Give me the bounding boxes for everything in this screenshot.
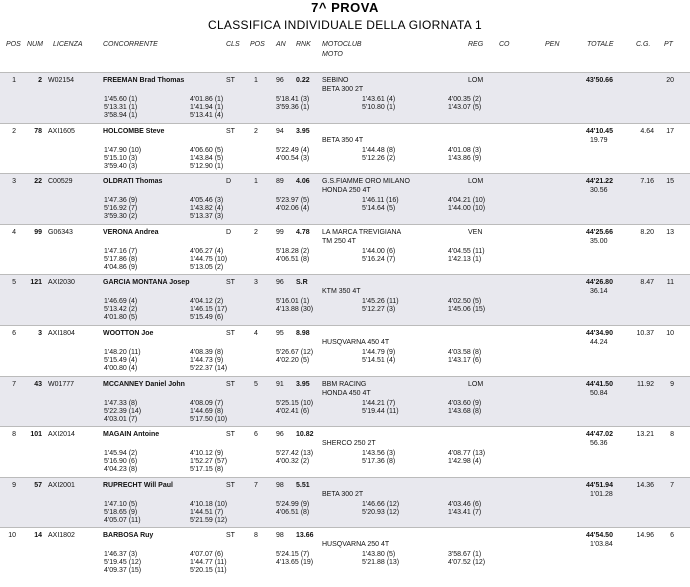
special-test-time: 4'00.32 (2): [276, 458, 310, 465]
points: 17: [666, 128, 674, 135]
special-test-time: 4'06.51 (8): [276, 509, 310, 516]
motoclub: LA MARCA TREVIGIANA: [322, 229, 402, 236]
special-test-time: 4'03.60 (9): [448, 400, 482, 407]
row-divider: [0, 527, 690, 528]
special-test-time: 1'44.79 (9): [362, 349, 396, 356]
special-test-time: 5'12.90 (1): [190, 163, 224, 170]
rider-position: 10: [8, 532, 16, 539]
class-position: 4: [254, 330, 258, 337]
rider-position: 3: [12, 178, 16, 185]
class-position: 2: [254, 229, 258, 236]
row-divider: [0, 426, 690, 427]
region: LOM: [468, 77, 484, 84]
rider-position: 5: [12, 279, 16, 286]
total-time: 44'34.90: [586, 330, 613, 337]
special-test-time: 4'07.52 (12): [448, 559, 486, 566]
championship-gap: 14.36: [636, 482, 654, 489]
special-test-time: 4'13.65 (19): [276, 559, 314, 566]
rider-class: ST: [226, 431, 235, 438]
rider-license: AXI2030: [48, 279, 75, 286]
special-test-time: 1'43.80 (5): [362, 551, 396, 558]
header-co: CO: [499, 41, 510, 48]
rider-license: AXI1804: [48, 330, 75, 337]
special-test-time: 3'59.36 (1): [276, 104, 310, 111]
rider-class: D: [226, 229, 232, 236]
special-test-time: 1'48.20 (11): [104, 349, 141, 356]
special-test-time: 5'20.93 (12): [362, 509, 400, 516]
special-test-time: 4'00.54 (3): [276, 155, 310, 162]
special-test-time: 5'19.44 (11): [362, 408, 399, 415]
special-test-time: 5'13.31 (1): [104, 104, 138, 111]
special-test-time: 5'14.51 (4): [362, 357, 396, 364]
special-test-time: 1'42.13 (1): [448, 256, 482, 263]
rider-name: GARCIA MONTANA Josep: [103, 279, 190, 286]
header-motoclub: MOTOCLUB: [322, 41, 362, 48]
ranking: 10.82: [296, 431, 314, 438]
rider-number: 57: [34, 482, 42, 489]
motoclub: SEBINO: [322, 77, 349, 84]
special-test-time: 1'45.60 (1): [104, 96, 138, 103]
special-test-time: 4'02.41 (6): [276, 408, 310, 415]
rider-name: VERONA Andrea: [103, 229, 159, 236]
result-row: [0, 426, 690, 477]
special-test-time: 4'08.09 (7): [190, 400, 224, 407]
special-test-time: 5'22.39 (14): [104, 408, 142, 415]
special-test-time: 5'24.99 (9): [276, 501, 310, 508]
special-test-time: 5'16.90 (6): [104, 458, 138, 465]
row-divider: [0, 274, 690, 275]
special-test-time: 1'47.16 (7): [104, 248, 138, 255]
special-test-time: 5'24.15 (7): [276, 551, 310, 558]
special-test-time: 4'04.23 (8): [104, 466, 138, 473]
result-row: [0, 173, 690, 224]
special-test-time: 1'44.77 (11): [190, 559, 227, 566]
special-test-time: 5'18.28 (2): [276, 248, 310, 255]
header-num: NUM: [27, 41, 43, 48]
special-test-time: 1'44.48 (8): [362, 147, 396, 154]
special-test-time: 5'18.65 (9): [104, 509, 138, 516]
birth-year: 95: [276, 330, 284, 337]
special-test-time: 4'06.60 (5): [190, 147, 224, 154]
special-test-time: 4'03.46 (6): [448, 501, 482, 508]
ranking: 3.95: [296, 128, 310, 135]
bike-model: HONDA 250 4T: [322, 187, 371, 194]
class-position: 8: [254, 532, 258, 539]
special-test-time: 1'43.17 (6): [448, 357, 482, 364]
special-test-time: 4'10.18 (10): [190, 501, 228, 508]
region: LOM: [468, 178, 484, 185]
rider-number: 43: [34, 381, 42, 388]
special-test-time: 1'47.10 (5): [104, 501, 138, 508]
special-test-time: 4'01.86 (1): [190, 96, 224, 103]
special-test-time: 3'58.94 (1): [104, 112, 138, 119]
result-row: [0, 477, 690, 528]
points: 13: [666, 229, 674, 236]
gap-to-leader: 19.79: [590, 137, 608, 144]
rider-name: WOOTTON Joe: [103, 330, 154, 337]
special-test-time: 1'46.11 (16): [362, 197, 399, 204]
header-moto: MOTO: [322, 51, 343, 58]
bike-model: BETA 350 4T: [322, 137, 364, 144]
special-test-time: 4'08.77 (13): [448, 450, 486, 457]
special-test-time: 5'17.50 (10): [190, 416, 228, 423]
special-test-time: 4'00.80 (4): [104, 365, 138, 372]
points: 10: [666, 330, 674, 337]
birth-year: 91: [276, 381, 284, 388]
birth-year: 98: [276, 532, 284, 539]
rider-class: D: [226, 178, 232, 185]
rider-position: 9: [12, 482, 16, 489]
rider-number: 3: [38, 330, 42, 337]
special-test-time: 1'42.98 (4): [448, 458, 482, 465]
championship-gap: 13.21: [636, 431, 654, 438]
bike-model: BETA 300 2T: [322, 491, 364, 498]
rider-number: 14: [34, 532, 42, 539]
header-totale: TOTALE: [587, 41, 614, 48]
special-test-time: 4'06.27 (4): [190, 248, 224, 255]
class-position: 3: [254, 279, 258, 286]
special-test-time: 4'05.07 (11): [104, 517, 141, 524]
total-time: 44'25.66: [586, 229, 613, 236]
points: 6: [670, 532, 674, 539]
special-test-time: 5'26.67 (12): [276, 349, 314, 356]
header-reg: REG: [468, 41, 484, 48]
championship-gap: 8.47: [640, 279, 654, 286]
special-test-time: 4'07.07 (6): [190, 551, 224, 558]
gap-to-leader: 30.56: [590, 187, 608, 194]
birth-year: 98: [276, 482, 284, 489]
special-test-time: 4'08.39 (8): [190, 349, 224, 356]
special-test-time: 5'17.15 (8): [190, 466, 224, 473]
special-test-time: 5'27.42 (13): [276, 450, 314, 457]
championship-gap: 7.16: [640, 178, 654, 185]
special-test-time: 5'17.36 (8): [362, 458, 396, 465]
rider-license: G06343: [48, 229, 73, 236]
class-position: 1: [254, 178, 258, 185]
ranking: S.R: [296, 279, 308, 286]
header-pos-class: POS: [250, 41, 265, 48]
rider-position: 8: [12, 431, 16, 438]
rider-number: 121: [30, 279, 42, 286]
rider-name: MCCANNEY Daniel John: [103, 381, 185, 388]
special-test-time: 4'02.50 (5): [448, 298, 482, 305]
row-divider: [0, 376, 690, 377]
special-test-time: 5'25.15 (10): [276, 400, 314, 407]
total-time: 44'10.45: [586, 128, 613, 135]
rider-license: AXI1802: [48, 532, 75, 539]
special-test-time: 5'16.92 (7): [104, 205, 138, 212]
result-row: [0, 123, 690, 174]
special-test-time: 4'04.12 (2): [190, 298, 224, 305]
special-test-time: 1'43.84 (5): [190, 155, 224, 162]
total-time: 43'50.66: [586, 77, 613, 84]
result-row: [0, 224, 690, 275]
birth-year: 99: [276, 229, 284, 236]
special-test-time: 4'04.21 (10): [448, 197, 486, 204]
row-divider: [0, 224, 690, 225]
special-test-time: 5'23.97 (5): [276, 197, 310, 204]
special-test-time: 5'15.49 (6): [190, 314, 224, 321]
total-time: 44'51.94: [586, 482, 613, 489]
birth-year: 96: [276, 431, 284, 438]
header-pen: PEN: [545, 41, 560, 48]
header-cls: CLS: [226, 41, 240, 48]
rider-class: ST: [226, 279, 235, 286]
championship-gap: 4.64: [640, 128, 654, 135]
ranking: 5.51: [296, 482, 310, 489]
special-test-time: 5'16.01 (1): [276, 298, 310, 305]
ranking: 4.06: [296, 178, 310, 185]
result-row: [0, 274, 690, 325]
header-licenza: LICENZA: [53, 41, 83, 48]
special-test-time: 4'06.51 (8): [276, 256, 310, 263]
row-divider: [0, 173, 690, 174]
rider-name: FREEMAN Brad Thomas: [103, 77, 185, 84]
special-test-time: 5'15.10 (3): [104, 155, 138, 162]
rider-class: ST: [226, 128, 235, 135]
gap-to-leader: 44.24: [590, 339, 608, 346]
special-test-time: 1'46.37 (3): [104, 551, 138, 558]
class-position: 7: [254, 482, 258, 489]
points: 9: [670, 381, 674, 388]
class-position: 5: [254, 381, 258, 388]
special-test-time: 4'05.46 (3): [190, 197, 224, 204]
rider-license: AXI2014: [48, 431, 75, 438]
points: 15: [666, 178, 674, 185]
special-test-time: 5'22.49 (4): [276, 147, 310, 154]
gap-to-leader: 35.00: [590, 238, 608, 245]
total-time: 44'26.80: [586, 279, 613, 286]
rider-position: 2: [12, 128, 16, 135]
rider-name: OLDRATI Thomas: [103, 178, 163, 185]
bike-model: TM 250 4T: [322, 238, 356, 245]
special-test-time: 5'13.37 (3): [190, 213, 224, 220]
rider-class: ST: [226, 532, 235, 539]
special-test-time: 1'46.66 (12): [362, 501, 400, 508]
gap-to-leader: 1'03.84: [590, 541, 613, 548]
total-time: 44'54.50: [586, 532, 613, 539]
class-position: 1: [254, 77, 258, 84]
rider-license: C00529: [48, 178, 73, 185]
header-rnk: RNK: [296, 41, 311, 48]
total-time: 44'47.02: [586, 431, 613, 438]
special-test-time: 5'15.49 (4): [104, 357, 138, 364]
bike-model: HUSQVARNA 250 4T: [322, 541, 390, 548]
rider-license: AXI2001: [48, 482, 75, 489]
special-test-time: 5'17.86 (8): [104, 256, 138, 263]
special-test-time: 1'44.00 (10): [448, 205, 486, 212]
rider-position: 1: [12, 77, 16, 84]
championship-gap: 8.20: [640, 229, 654, 236]
gap-to-leader: 1'01.28: [590, 491, 613, 498]
row-divider: [0, 325, 690, 326]
special-test-time: 4'01.80 (5): [104, 314, 138, 321]
special-test-time: 1'45.94 (2): [104, 450, 138, 457]
row-divider: [0, 123, 690, 124]
rider-number: 78: [34, 128, 42, 135]
special-test-time: 1'44.51 (7): [190, 509, 224, 516]
special-test-time: 4'02.06 (4): [276, 205, 310, 212]
gap-to-leader: 50.84: [590, 390, 608, 397]
class-position: 2: [254, 128, 258, 135]
special-test-time: 1'47.36 (9): [104, 197, 138, 204]
special-test-time: 1'43.86 (9): [448, 155, 482, 162]
rider-number: 2: [38, 77, 42, 84]
special-test-time: 1'45.26 (11): [362, 298, 399, 305]
rider-number: 22: [34, 178, 42, 185]
classification-subtitle: CLASSIFICA INDIVIDUALE DELLA GIORNATA 1: [207, 18, 482, 32]
points: 20: [666, 77, 674, 84]
special-test-time: 4'04.86 (9): [104, 264, 138, 271]
special-test-time: 5'14.64 (5): [362, 205, 396, 212]
special-test-time: 1'43.41 (7): [448, 509, 482, 516]
result-row: [0, 325, 690, 376]
special-test-time: 1'47.33 (8): [104, 400, 138, 407]
special-test-time: 1'46.69 (4): [104, 298, 138, 305]
points: 8: [670, 431, 674, 438]
result-row: [0, 527, 690, 578]
header-cg: C.G.: [636, 41, 651, 48]
special-test-time: 5'18.41 (3): [276, 96, 310, 103]
ranking: 0.22: [296, 77, 310, 84]
special-test-time: 4'03.01 (7): [104, 416, 138, 423]
row-divider: [0, 477, 690, 478]
header-pos: POS: [6, 41, 21, 48]
rider-license: W01777: [48, 381, 75, 388]
special-test-time: 1'41.94 (1): [190, 104, 224, 111]
birth-year: 89: [276, 178, 284, 185]
class-position: 6: [254, 431, 258, 438]
ranking: 13.66: [296, 532, 314, 539]
special-test-time: 5'13.42 (2): [104, 306, 138, 313]
rider-name: BARBOSA Ruy: [103, 532, 154, 539]
special-test-time: 1'43.82 (4): [190, 205, 224, 212]
special-test-time: 4'04.55 (11): [448, 248, 485, 255]
row-divider: [0, 72, 690, 73]
special-test-time: 1'47.90 (10): [104, 147, 142, 154]
motoclub: G.S.FIAMME ORO MILANO: [322, 178, 410, 185]
special-test-time: 1'46.15 (17): [190, 306, 228, 313]
rider-name: MAGAIN Antoine: [103, 431, 160, 438]
rider-position: 4: [12, 229, 16, 236]
special-test-time: 1'44.69 (8): [190, 408, 224, 415]
gap-to-leader: 56.36: [590, 440, 608, 447]
special-test-time: 5'16.24 (7): [362, 256, 396, 263]
special-test-time: 5'19.45 (12): [104, 559, 142, 566]
total-time: 44'41.50: [586, 381, 613, 388]
rider-class: ST: [226, 482, 235, 489]
special-test-time: 1'44.21 (7): [362, 400, 396, 407]
birth-year: 94: [276, 128, 284, 135]
special-test-time: 5'22.37 (14): [190, 365, 228, 372]
rider-license: W02154: [48, 77, 75, 84]
championship-gap: 10.37: [636, 330, 654, 337]
bike-model: HUSQVARNA 450 4T: [322, 339, 390, 346]
special-test-time: 4'03.58 (8): [448, 349, 482, 356]
rider-number: 101: [30, 431, 42, 438]
special-test-time: 1'44.73 (9): [190, 357, 224, 364]
header-concorrente: CONCORRENTE: [103, 41, 158, 48]
special-test-time: 4'10.12 (9): [190, 450, 224, 457]
special-test-time: 5'21.88 (13): [362, 559, 400, 566]
table-header: [0, 41, 690, 63]
event-title: 7^ PROVA: [311, 0, 379, 15]
motoclub: BBM RACING: [322, 381, 367, 388]
rider-number: 99: [34, 229, 42, 236]
rider-class: ST: [226, 77, 235, 84]
ranking: 3.95: [296, 381, 310, 388]
special-test-time: 1'43.07 (5): [448, 104, 482, 111]
header-pt: PT: [664, 41, 673, 48]
bike-model: SHERCO 250 2T: [322, 440, 376, 447]
special-test-time: 5'13.41 (4): [190, 112, 224, 119]
special-test-time: 3'59.40 (3): [104, 163, 138, 170]
points: 7: [670, 482, 674, 489]
rider-class: ST: [226, 381, 235, 388]
special-test-time: 5'21.59 (12): [190, 517, 228, 524]
special-test-time: 1'43.68 (8): [448, 408, 482, 415]
result-row: [0, 376, 690, 427]
rider-name: RUPRECHT Will Paul: [103, 482, 173, 489]
special-test-time: 1'44.75 (10): [190, 256, 228, 263]
result-row: [0, 72, 690, 123]
championship-gap: 11.92: [637, 381, 654, 388]
birth-year: 96: [276, 279, 284, 286]
bike-model: KTM 350 4T: [322, 288, 361, 295]
special-test-time: 1'43.56 (3): [362, 450, 396, 457]
bike-model: BETA 300 2T: [322, 86, 364, 93]
rider-name: HOLCOMBE Steve: [103, 128, 165, 135]
special-test-time: 1'43.61 (4): [362, 96, 396, 103]
championship-gap: 14.96: [636, 532, 654, 539]
rider-class: ST: [226, 330, 235, 337]
special-test-time: 5'12.27 (3): [362, 306, 396, 313]
special-test-time: 1'44.00 (6): [362, 248, 396, 255]
special-test-time: 4'00.35 (2): [448, 96, 482, 103]
special-test-time: 5'12.26 (2): [362, 155, 396, 162]
special-test-time: 4'13.88 (30): [276, 306, 314, 313]
special-test-time: 4'01.08 (3): [448, 147, 482, 154]
special-test-time: 5'13.05 (2): [190, 264, 224, 271]
gap-to-leader: 36.14: [590, 288, 608, 295]
special-test-time: 1'52.27 (57): [190, 458, 228, 465]
rider-position: 6: [12, 330, 16, 337]
rider-position: 7: [12, 381, 16, 388]
region: VEN: [468, 229, 483, 236]
special-test-time: 1'45.06 (15): [448, 306, 486, 313]
special-test-time: 5'20.15 (11): [190, 567, 227, 574]
birth-year: 96: [276, 77, 284, 84]
ranking: 8.98: [296, 330, 310, 337]
total-time: 44'21.22: [586, 178, 613, 185]
special-test-time: 4'09.37 (15): [104, 567, 142, 574]
special-test-time: 4'02.20 (5): [276, 357, 310, 364]
header-an: AN: [276, 41, 286, 48]
region: LOM: [468, 381, 484, 388]
special-test-time: 3'59.30 (2): [104, 213, 138, 220]
special-test-time: 3'58.67 (1): [448, 551, 482, 558]
points: 11: [666, 279, 674, 286]
bike-model: HONDA 450 4T: [322, 390, 371, 397]
special-test-time: 5'10.80 (1): [362, 104, 396, 111]
ranking: 4.78: [296, 229, 310, 236]
rider-license: AXI1605: [48, 128, 75, 135]
